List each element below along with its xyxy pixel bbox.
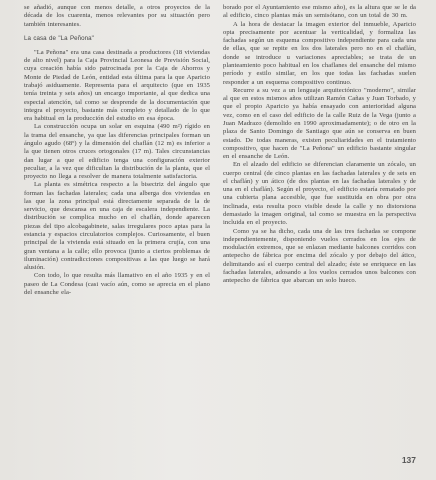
paragraph: En el alzado del edificio se diferencian claramente un zócalo, un cuerpo central (de cinco plantas en las fachadas laterales y de seis en el chaflán) y un ático (de dos plantas en las fachadas laterales y de una en el chaflán). Según el proyecto, el edificio estaría rematado por una cubierta plana accesible, que fue sustituida en obra por otra inclinada, esta resulta poco visible desde la calle y no distorsiona demasiado la imagen original, tal como se muestra en la perspectiva incluida en el proyecto. <box>223 161 416 227</box>
paragraph: Con todo, lo que resulta más llamativo en el año 1935 y en el paseo de La Condesa (casi vacío aún, como se aprecia en el plano del ensanche ela- <box>24 272 210 296</box>
paragraph: Como ya se ha dicho, cada una de las tres fachadas se compone independientemente, disponiendo vuelos cerrados en los ejes de modulación extremos, que se enlazan mediante balcones corridos con antepecho de fábrica por encima del zócalo y por debajo del ático, delimitando así el cuerpo central del alzado; éste se enriquece en las fachadas laterales, adosando a los vuelos cerrados unos balcones con antepecho de fábrica que abarcan un solo hueco. <box>223 227 416 285</box>
paragraph: A la hora de destacar la imagen exterior del inmueble, Aparicio opta precisamente por acentuar la verticalidad, y formaliza las fachadas según un esquema compositivo independiente para cada una de ellas, que se repite en los dos laterales pero no en el chaflán, donde se introduce u variaciones apreciables; se trata de un planteamiento poco habitual en los chaflanes del ensanche del mismo período y estilo similar, en los que todas las fachadas suelen responder a un esquema compositivo continuo. <box>223 20 416 86</box>
left-text-column <box>24 4 210 297</box>
paragraph: La planta es simétrica respecto a la bisectriz del ángulo que forman las fachadas laterales; cada una alberga dos viviendas en las que la zona principal está directamente separada de la de servicio, que descansa en una caja de escalera independiente. La distribución se complica mucho en el chaflán, donde aparecen piezas del tipo alcobagabinete, salas irregulares poco aptas para la estancia y espacios circulatorios complejos. Curiosamente, el buen principal de la vivienda está situado en la primera crujía, con una gran ventana a la calle; ello provoca (junto a ciertos problemas de iluminación) contradicciones compositivas a las que luego se hará alusión. <box>24 181 210 272</box>
section-heading: La casa de "La Peñona" <box>24 34 94 42</box>
paragraph: borado por el Ayuntamiento ese mismo año), es la altura que se le da al edificio, cinco plantas más un semisótano, con un total de 30 m. <box>223 4 416 20</box>
paragraph: se añadió, aunque con menos detalle, a otros proyectos de la década de los cuarenta, menos relevantes por su situación pero también interesantes. <box>24 4 210 28</box>
right-text-column <box>223 4 416 286</box>
paragraph: "La Peñona" era una casa destinada a productores (18 viviendas de alto nivel) para la Caja Provincial Leonesa de Previsión Social, cuya creación había sido patrocinada por la Caja de Ahorros y Monte de Piedad de León, entidad esta última para la que Aparicio trabajó asiduamente. Representa para el arquitecto (que en 1935 tenía treinta y seis años) un encargo importante, al que dedica una especial atención, tal como se desprende de la documentación que integra el proyecto, bastante más completo y detallado de lo que era habitual en la producción del estudio en esa época. <box>24 48 210 123</box>
paragraph: La construcción ocupa un solar en esquina (490 m²) rígido en la trama del ensanche, ya que las diferencias principales forman un ángulo agudo (68º) y la dimensión del chaflán (12 m) es inferior a la que tienen otros cruces ortogonales (17 m). Tales circunstancias dan lugar a que el edificio tenga una configuración exterior peculiar, a la vez que dificultan la distribución de la planta, que el proyecto no llega a resolver de manera totalmente satisfactoria. <box>24 123 210 181</box>
paragraph: Recurre a su vez a un lenguaje arquitectónico "moderno", similar al que en estos mismos años utilizan Ramón Cañas y Juan Torbado, y que el propio Aparicio ya había ensayado con anterioridad alguna vez, como en el caso del edificio de la calle Ruiz de la Vega (junto a Juan Madrazo (demolido en 1990 aproximadamente); o de otro en la plaza de Santo Domingo de Santiago que aún se conserva en buen estado. De todas maneras, existen peculiaridades en el tratamiento compositivo, que hacen de "La Peñona" un edificio bastante singular en el ensanche de León. <box>223 86 416 161</box>
page-number: 137 <box>401 455 416 465</box>
